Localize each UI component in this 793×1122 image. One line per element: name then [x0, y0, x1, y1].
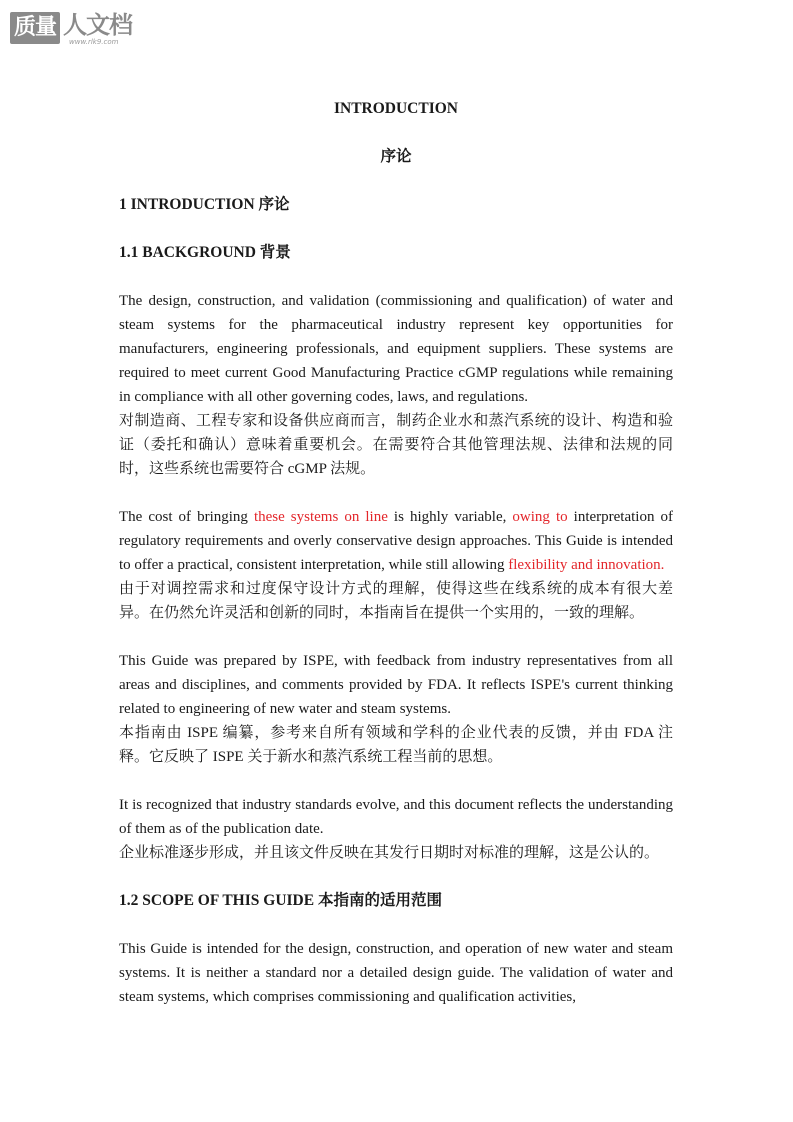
background-para3-zh: 本指南由 ISPE 编纂，参考来自所有领域和学科的企业代表的反馈，并由 FDA 注释。它反映了 ISPE 关于新水和蒸汽系统工程当前的思想。	[119, 725, 673, 765]
para2-highlight-3: flexibility and innovation.	[508, 557, 665, 573]
title-english: INTRODUCTION	[333, 100, 458, 117]
background-para3-en: This Guide was prepared by ISPE, with feedback from industry representatives from all areas and disciplines, and comments provided by FDA. It reflects ISPE's current thinking related to engineering of new water and steam systems.	[119, 653, 673, 717]
watermark-url: www.rlk9.com	[69, 38, 119, 46]
watermark-box: 质量	[10, 12, 60, 44]
para2-highlight-1: these systems on line	[253, 509, 388, 525]
title-chinese: 序论	[380, 148, 412, 165]
background-para4-en: It is recognized that industry standards evolve, and this document reflects the understanding of them as of the publication date.	[119, 797, 673, 837]
watermark-text: 人文档	[63, 11, 133, 39]
para2-text-a: The cost of bringing	[119, 509, 254, 525]
watermark-logo	[10, 12, 132, 46]
background-para2-en	[119, 505, 673, 577]
background-para1-en: The design, construction, and validation (commissioning and qualification) of water and steam systems for the pharmaceutical industry represent key opportunities for manufacturers, engineering professionals, and equipment suppliers. These systems are required to meet current Good Manufacturing Practice cGMP regulations while remaining in compliance with all other governing codes, laws, and regulations.	[119, 293, 673, 405]
background-para2-zh: 由于对调控需求和过度保守设计方式的理解，使得这些在线系统的成本有很大差异。在仍然允许灵活和创新的同时，本指南旨在提供一个实用的，一致的理解。	[119, 581, 673, 621]
section-1-2-heading: 1.2 SCOPE OF THIS GUIDE 本指南的适用范围	[119, 892, 442, 909]
para2-highlight-2: owing to	[512, 509, 568, 525]
scope-para1-en: This Guide is intended for the design, construction, and operation of new water and steam systems. It is neither a standard nor a detailed design guide. The validation of water and steam systems, which comprises commissioning and qualification activities,	[119, 941, 673, 1005]
document-page	[119, 97, 673, 1009]
background-para4-zh: 企业标准逐步形成，并且该文件反映在其发行日期时对标准的理解，这是公认的。	[119, 845, 660, 861]
section-1-1-heading: 1.1 BACKGROUND 背景	[119, 244, 291, 261]
section-1-heading: 1 INTRODUCTION 序论	[119, 196, 290, 213]
para2-text-b: is highly variable,	[387, 509, 513, 525]
para2-text-c: interpretation of regulatory requirements and overly conservative design approaches. This Guide is intended to offer a practical, consistent interpretation, while still allowing	[119, 509, 673, 573]
background-para1-zh: 对制造商、工程专家和设备供应商而言，制药企业水和蒸汽系统的设计、构造和验证（委托和确认）意味着重要机会。在需要符合其他管理法规、法律和法规的同时，这些系统也需要符合 cGMP 法规。	[119, 413, 673, 477]
